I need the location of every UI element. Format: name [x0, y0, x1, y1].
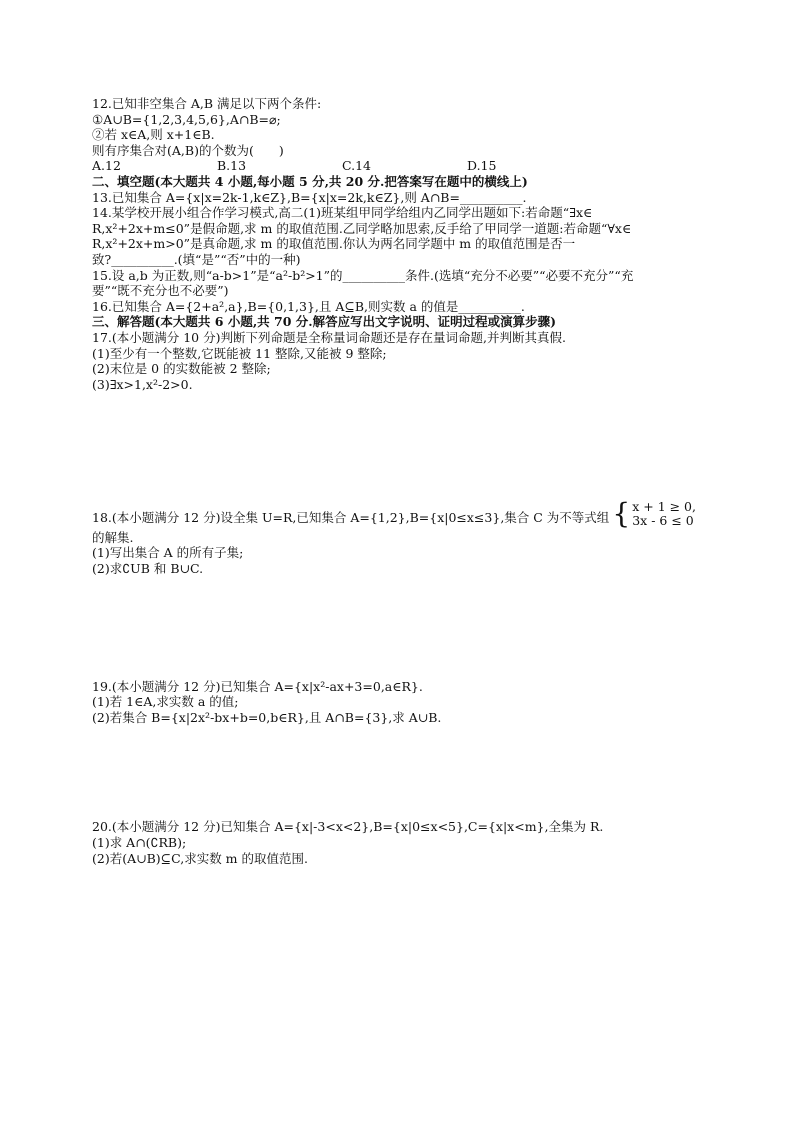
q12-option-a: A.12 — [92, 158, 121, 174]
answer-space-18 — [92, 577, 696, 679]
q12-condition-2: ②若 x∈A,则 x+1∈B. — [92, 127, 215, 143]
answer-space-19 — [92, 725, 696, 819]
q20-part-2: (2)若(A∪B)⊆C,求实数 m 的取值范围. — [92, 850, 308, 866]
question-12 — [92, 96, 696, 174]
section-3-heading: 三、解答题(本大题共 6 小题,共 70 分.解答应写出文字说明、证明过程或演算步骤) — [92, 314, 557, 330]
q18-stem: 18.(本小题满分 12 分)设全集 U=R,已知集合 A={1,2},B={x|0≤x≤3},集合 C 为不等式组 — [92, 510, 610, 526]
q12-stem: 12.已知非空集合 A,B 满足以下两个条件: — [92, 96, 322, 111]
answer-space-17 — [92, 392, 696, 510]
question-16: 16.已知集合 A={2+a²,a},B={0,1,3},且 A⊆B,则实数 a 的值是__________. — [92, 298, 525, 314]
q12-option-d: D.15 — [467, 158, 497, 174]
q20-part-1: (1)求 A∩(∁RB); — [92, 835, 187, 851]
question-19 — [92, 679, 696, 726]
q18-system-line-1: x + 1 ≥ 0, — [632, 499, 696, 515]
q18-stem-line — [92, 497, 696, 531]
q18-system-line-2: 3x - 6 ≤ 0 — [632, 513, 694, 529]
q15-line-1: 15.设 a,b 为正数,则“a-b>1”是“a²-b²>1”的__________条件.(选填“充分不必要”“必要不充分”“充 — [92, 267, 634, 283]
question-20 — [92, 819, 696, 866]
left-brace-icon: { — [612, 497, 631, 531]
q17-part-3: (3)∃x>1,x²-2>0. — [92, 376, 193, 392]
q19-stem: 19.(本小题满分 12 分)已知集合 A={x|x²-ax+3=0,a∈R}. — [92, 678, 423, 694]
q20-stem: 20.(本小题满分 12 分)已知集合 A={x|-3<x<2},B={x|0≤x<5},C={x|x<m},全集为 R. — [92, 819, 604, 835]
q14-line-1: 14.某学校开展小组合作学习模式,高二(1)班某组甲同学给组内乙同学出题如下:若命题“∃x∈ — [92, 205, 593, 221]
q12-condition-1: ①A∪B={1,2,3,4,5,6},A∩B=⌀; — [92, 111, 281, 127]
q15-line-2: 要”“既不充分也不必要”) — [92, 283, 229, 299]
q14-line-3: R,x²+2x+m>0”是真命题,求 m 的取值范围.你认为两名同学题中 m 的取值范围是否一 — [92, 236, 576, 252]
q18-tail: 的解集. — [92, 529, 134, 545]
q19-part-1: (1)若 1∈A,求实数 a 的值; — [92, 694, 239, 710]
question-17 — [92, 330, 696, 392]
q18-inequality-system — [612, 497, 696, 531]
q12-ask: 则有序集合对(A,B)的个数为( ) — [92, 142, 284, 158]
q19-part-2: (2)若集合 B={x|2x²-bx+b=0,b∈R},且 A∩B={3},求 A∪B. — [92, 709, 442, 725]
q12-option-b: B.13 — [217, 158, 247, 174]
q14-line-4: 致?__________.(填“是”“否”中的一种) — [92, 251, 301, 267]
q14-line-2: R,x²+2x+m≤0”是假命题,求 m 的取值范围.乙同学略加思索,反手给了甲同学一道题:若命题“∀x∈ — [92, 220, 632, 236]
q12-option-c: C.14 — [342, 158, 371, 174]
q18-part-2: (2)求∁UB 和 B∪C. — [92, 561, 204, 577]
q17-part-2: (2)末位是 0 的实数能被 2 整除; — [92, 361, 271, 377]
question-15 — [92, 268, 696, 299]
q17-stem: 17.(本小题满分 10 分)判断下列命题是全称量词命题还是存在量词命题,并判断其真假. — [92, 329, 566, 345]
q17-part-1: (1)至少有一个整数,它既能被 11 整除,又能被 9 整除; — [92, 345, 387, 361]
q18-part-1: (1)写出集合 A 的所有子集; — [92, 545, 244, 561]
section-2-heading: 二、填空题(本大题共 4 小题,每小题 5 分,共 20 分.把答案写在题中的横线上) — [92, 173, 528, 189]
question-18 — [92, 497, 696, 577]
q12-options — [92, 158, 696, 174]
exam-page — [92, 96, 696, 866]
question-13: 13.已知集合 A={x|x=2k-1,k∈Z},B={x|x=2k,k∈Z},则 A∩B=__________. — [92, 189, 527, 205]
question-14 — [92, 205, 696, 267]
